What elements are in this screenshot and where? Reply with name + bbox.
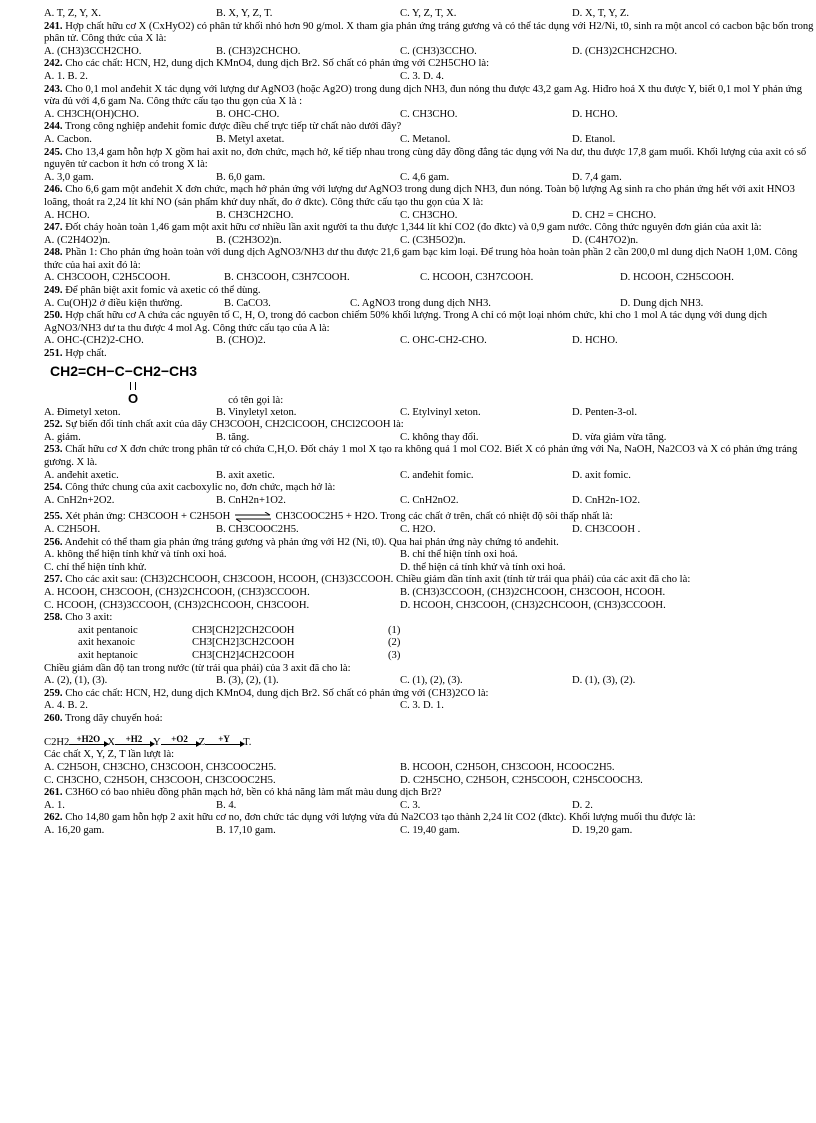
option-c: C. (1), (2), (3). (400, 675, 463, 687)
option-d: D. (1), (3), (2). (572, 675, 636, 687)
option-b: B. axit axetic. (216, 469, 275, 481)
question-stem: C3H6O có bao nhiêu đồng phân mạch hở, bền có khả năng làm mất màu dung dịch Br2? (65, 787, 442, 799)
option-c: C. H2O. (400, 523, 436, 535)
question-stem-continued: CH3COOC2H5 + H2O. Trong các chất ở trên, chất có nhiệt độ sôi thấp nhất là: (275, 511, 613, 523)
option-d: D. X, T, Y, Z. (572, 8, 629, 19)
option-c: C. 19,40 gam. (400, 825, 460, 837)
option-d: D. thể hiện cả tính khử và tính oxi hoá. (400, 561, 566, 573)
reaction-arrow-icon (161, 734, 199, 749)
option-a: A. (C2H4O2)n. (44, 234, 111, 246)
question-stem: Cho 3 axit: (65, 612, 113, 624)
option-c: C. CnH2nO2. (400, 494, 459, 506)
option-c: C. (CH3)3CCHO. (400, 45, 477, 57)
question-number: 255. (44, 511, 63, 523)
option-empty (572, 71, 816, 84)
option-a: A. CnH2n+2O2. (44, 494, 115, 506)
question-number: 243. (44, 83, 63, 95)
question-number: 252. (44, 419, 63, 431)
question-number: 250. (44, 310, 63, 322)
option-empty (216, 700, 400, 713)
option-c: C. OHC-CH2-CHO. (400, 335, 487, 347)
question-stem: Hợp chất. (65, 348, 107, 360)
question-number: 248. (44, 247, 63, 259)
acid-row (78, 637, 816, 650)
chain-y: Y (152, 736, 161, 748)
option-a: A. C2H5OH, CH3CHO, CH3COOH, CH3COOC2H5. (44, 762, 277, 774)
option-b: B. 17,10 gam. (216, 825, 276, 837)
option-c: C. CH3CHO. (400, 209, 458, 221)
option-d: D. C2H5CHO, C2H5OH, C2H5COOH, C2H5COOCH3. (400, 774, 643, 786)
question-247 (44, 222, 816, 247)
question-stem: Sự biến đổi tính chất axit của dãy CH3COOH, CH2ClCOOH, CHCl2COOH là: (65, 419, 404, 431)
option-a: A. 1. (44, 799, 65, 811)
option-b: B. HCOOH, C2H5OH, CH3COOH, HCOOC2H5. (400, 762, 615, 774)
option-a: A. OHC-(CH2)2-CHO. (44, 335, 144, 347)
question-248 (44, 247, 816, 285)
option-c: C. anđehit fomic. (400, 469, 474, 481)
option-b: B. X, Y, Z, T. (216, 8, 273, 19)
option-d: D. 19,20 gam. (572, 825, 633, 837)
structural-formula: CH2=CH−C−CH2−CH3 (50, 362, 198, 379)
question-250 (44, 310, 816, 348)
acid-row (78, 625, 816, 638)
question-260 (44, 713, 816, 787)
option-cd: C. 3. D. 1. (400, 700, 444, 712)
option-c: C. không thay đổi. (400, 431, 479, 443)
option-b: B. 4. (216, 799, 237, 811)
option-d: D. Etanol. (572, 133, 616, 145)
option-a: A. CH3CH(OH)CHO. (44, 108, 140, 120)
option-d: D. Penten-3-ol. (572, 406, 638, 418)
option-a: A. C2H5OH. (44, 523, 101, 535)
option-cd: C. 3. D. 4. (400, 70, 444, 82)
option-b: B. CH3COOH, C3H7COOH. (224, 272, 350, 284)
question-number: 254. (44, 482, 63, 494)
question-stem: Cho 6,6 gam một anđehit X đơn chức, mạch hở phản ứng với lượng dư AgNO3 trong dung dịch NH3, đun nóng. Toàn bộ lượng Ag sinh ra cho phản ứng hết với axit HNO3 loãng, thoát ra 2,24 lít khí NO (sản phẩm khử duy nhất, đo ở đktc). Công thức cấu tạo thu gọn của X là: (44, 184, 795, 208)
option-c: C. CH3CHO. (400, 108, 458, 120)
option-c: C. CH3CHO, C2H5OH, CH3COOH, CH3COOC2H5. (44, 774, 276, 786)
option-d: D. (CH3)2CHCH2CHO. (572, 45, 678, 57)
acid-formula: CH3[CH2]2CH2COOH (192, 624, 295, 636)
option-b: B. (3), (2), (1). (216, 675, 279, 687)
question-number: 257. (44, 574, 63, 586)
question-244 (44, 121, 816, 146)
question-continuation: có tên gọi là: (228, 394, 284, 406)
question-stem: Hợp chất hữu cơ X (CxHyO2) có phân tử khối nhỏ hơn 90 g/mol. X tham gia phản ứng tráng gương và có thể tác dụng với H2/Ni, t0, sinh ra một ancol có cacbon bậc bốn trong phân tử. Công thức của X là: (44, 20, 814, 45)
option-c: C. chỉ thể hiện tính khử. (44, 561, 147, 573)
question-stem: Để phân biệt axit fomic và axetic có thể dùng. (65, 285, 261, 297)
question-continuation: Các chất X, Y, Z, T lần lượt là: (44, 749, 175, 761)
question-stem: Công thức chung của axit cacboxylic no, đơn chức, mạch hở là: (65, 482, 336, 494)
option-b: B. Vinyletyl xeton. (216, 406, 297, 418)
option-d: D. CnH2n-1O2. (572, 494, 640, 506)
chain-x: X (107, 736, 115, 748)
option-empty (572, 700, 816, 713)
option-a: A. Cacbon. (44, 133, 92, 145)
option-a: A. anđehit axetic. (44, 469, 119, 481)
conversion-chain (44, 725, 816, 749)
question-253 (44, 444, 816, 482)
acid-index: (2) (388, 637, 401, 649)
question-number: 261. (44, 787, 63, 799)
chain-z: Z (198, 736, 206, 748)
question-stem: Đốt cháy hoàn toàn 1,46 gam một axit hữu cơ nhiều lần axit người ta thu được 1,344 lít khí CO2 (đo đktc) và 0,9 gam nước. Công thức nguyên đơn giản của axit là: (65, 222, 762, 234)
option-ab: A. 1. B. 2. (44, 70, 88, 82)
question-stem: Trong dãy chuyển hoá: (65, 712, 163, 724)
option-b: B. tăng. (216, 431, 250, 443)
q240-options (44, 8, 816, 21)
option-b: B. (C2H3O2)n. (216, 234, 282, 246)
option-b: B. CaCO3. (224, 297, 271, 309)
option-c: C. 4,6 gam. (400, 171, 450, 183)
acid-index: (1) (388, 624, 401, 636)
question-241 (44, 21, 816, 59)
option-empty (216, 71, 400, 84)
question-number: 244. (44, 121, 63, 133)
question-number: 256. (44, 536, 63, 548)
question-261 (44, 787, 816, 812)
acid-name: axit hexanoic (78, 637, 135, 649)
arrow-reagent: +H2O (76, 734, 101, 745)
arrow-reagent: +H2 (125, 734, 143, 745)
option-d: D. HCOOH, C2H5COOH. (620, 272, 734, 284)
option-d: D. HCOOH, CH3COOH, (CH3)2CHCOOH, (CH3)3CCOOH. (400, 599, 666, 611)
question-number: 262. (44, 812, 63, 824)
acid-formula: CH3[CH2]3CH2COOH (192, 637, 295, 649)
option-b: B. (CH3)3CCOOH, (CH3)2CHCOOH, CH3COOH, HCOOH. (400, 586, 666, 598)
question-242 (44, 58, 816, 83)
chain-start: C2H2 (44, 736, 70, 748)
question-stem: Phần 1: Cho phản ứng hoàn toàn với dung dịch AgNO3/NH3 dư thu được 21,6 gam bạc kim loại. Để trung hòa hoàn toàn phần 2 cần 200,0 ml dung dịch NaOH 1,0M. Công thức của hai axit đó là: (44, 247, 798, 271)
arrow-reagent: +O2 (171, 734, 188, 745)
question-number: 242. (44, 58, 63, 70)
option-ab: A. 4. B. 2. (44, 700, 88, 712)
question-number: 259. (44, 687, 63, 699)
option-a: A. HCHO. (44, 209, 90, 221)
reaction-arrow-icon (69, 734, 107, 749)
option-a: A. giảm. (44, 431, 81, 443)
question-number: 241. (44, 20, 63, 32)
acid-table (78, 625, 816, 663)
question-number: 249. (44, 285, 63, 297)
option-c: C. Etylvinyl xeton. (400, 406, 481, 418)
option-c: C. Metanol. (400, 133, 451, 145)
option-c: C. 3. (400, 799, 421, 811)
option-d: D. CH3COOH . (572, 523, 641, 535)
oxygen-atom: O (128, 390, 139, 406)
question-stem: Cho 14,80 gam hỗn hợp 2 axit hữu cơ no, đơn chức tác dụng với lượng vừa đủ Na2CO3 tạo thành 2,24 lít CO2 (đktc). Khối lượng muối thu được là: (65, 812, 696, 824)
question-243 (44, 84, 816, 122)
option-a: A. CH3COOH, C2H5COOH. (44, 272, 171, 284)
question-stem: Anđehit có thể tham gia phản ứng tráng gương và phản ứng với H2 (Ni, t0). Qua hai phản ứng này chứng tỏ anđehit. (64, 536, 559, 548)
question-number: 245. (44, 146, 63, 158)
option-d: D. axit fomic. (572, 469, 631, 481)
question-stem: Cho các axit sau: (CH3)2CHCOOH, CH3COOH, HCOOH, (CH3)3CCOOH. Chiều giảm dần tính axit (tính từ trái qua phải) của các axit đã cho là: (65, 574, 691, 586)
option-d: D. Dung dịch NH3. (620, 297, 704, 309)
reaction-arrow-icon (115, 734, 153, 749)
question-number: 247. (44, 222, 63, 234)
question-continuation: Chiều giảm dần độ tan trong nước (từ trái qua phải) của 3 axit đã cho là: (44, 662, 351, 674)
reaction-arrow-icon (205, 734, 243, 749)
question-stem: Trong công nghiệp anđehit fomic được điều chế trực tiếp từ chất nào dưới đây? (65, 121, 402, 133)
question-stem: Cho 13,4 gam hỗn hợp X gồm hai axit no, đơn chức, mạch hở, kế tiếp nhau trong cùng dãy đồng đẳng tác dụng với Na dư, thu được 17,8 gam muối. Khối lượng của axit có số nguyên tử cacbon ít hơn có trong X là: (44, 146, 807, 171)
option-d: D. (C4H7O2)n. (572, 234, 639, 246)
option-b: B. chỉ thể hiện tính oxi hoá. (400, 549, 518, 561)
question-252 (44, 419, 816, 444)
question-245 (44, 147, 816, 185)
option-a: A. (CH3)3CCH2CHO. (44, 45, 142, 57)
question-259 (44, 688, 816, 713)
equilibrium-arrow-icon (233, 512, 273, 522)
option-c: C. Y, Z, T, X. (400, 8, 457, 19)
option-b: B. CH3COOC2H5. (216, 523, 299, 535)
option-b: B. OHC-CHO. (216, 108, 280, 120)
acid-index: (3) (388, 649, 401, 661)
question-number: 253. (44, 444, 63, 456)
option-a: A. Cu(OH)2 ở điều kiện thường. (44, 297, 183, 309)
option-b: B. CH3CH2CHO. (216, 209, 294, 221)
question-stem: Chất hữu cơ X đơn chức trong phân tử có chứa C,H,O. Đốt cháy 1 mol X tạo ra không quá 1 mol CO2. Biết X có phản ứng với Na, NaOH, Na2CO3 và X có phản ứng tráng gương. X là. (44, 444, 798, 468)
option-d: D. 2. (572, 799, 593, 811)
question-257 (44, 574, 816, 612)
option-a: A. Đimetyl xeton. (44, 406, 121, 418)
question-number: 260. (44, 712, 63, 724)
option-c: C. AgNO3 trong dung dịch NH3. (350, 297, 491, 309)
question-stem: Xét phản ứng: CH3COOH + C2H5OH (65, 511, 231, 523)
option-b: B. Metyl axetat. (216, 133, 285, 145)
question-stem: Hợp chất hữu cơ A chứa các nguyên tố C, H, O, trong đó cacbon chiếm 50% khối lượng. Trong A chỉ có một loại nhóm chức, khi cho 1 mol A tác dụng với dung dịch AgNO3/NH3 dư ta thu được 4 mol Ag. Công thức cấu tạo của A là: (44, 310, 767, 334)
question-255 (44, 511, 816, 536)
option-a: A. 3,0 gam. (44, 171, 94, 183)
question-251 (44, 348, 816, 419)
question-246 (44, 184, 816, 222)
arrow-reagent: +Y (218, 734, 230, 745)
option-b: B. 6,0 gam. (216, 171, 266, 183)
option-c: C. HCOOH, (CH3)3CCOOH, (CH3)2CHCOOH, CH3COOH. (44, 599, 310, 611)
option-c: C. (C3H5O2)n. (400, 234, 466, 246)
question-256 (44, 537, 816, 575)
acid-name: axit pentanoic (78, 624, 138, 636)
question-stem: Cho các chất: HCN, H2, dung dịch KMnO4, dung dịch Br2. Số chất có phản ứng với (CH3)2CO là: (65, 687, 489, 699)
carbonyl-double-bond-icon (130, 382, 136, 390)
option-d: D. HCHO. (572, 108, 618, 120)
question-254 (44, 482, 816, 507)
question-262 (44, 812, 816, 837)
question-number: 246. (44, 184, 63, 196)
option-a: A. T, Z, Y, X. (44, 8, 101, 19)
option-a: A. HCOOH, CH3COOH, (CH3)2CHCOOH, (CH3)3CCOOH. (44, 586, 310, 598)
option-a: A. không thể hiện tính khử và tính oxi hoá. (44, 549, 227, 561)
option-b: B. (CH3)2CHCHO. (216, 45, 301, 57)
question-stem: Cho 0,1 mol anđehit X tác dụng với lượng dư AgNO3 (hoặc Ag2O) trong dung dịch NH3, đun nóng thu được 43,2 gam Ag. Hiđro hoá X thu được Y, biết 0,1 mol Y phản ứng vừa đủ với 4,6 gam Na. Công thức cấu tạo thu gọn của X là : (44, 83, 802, 108)
option-c: C. HCOOH, C3H7COOH. (420, 272, 534, 284)
option-d: D. CH2 = CHCHO. (572, 209, 656, 221)
option-d: D. vừa giảm vừa tăng. (572, 431, 667, 443)
option-d: D. HCHO. (572, 335, 618, 347)
question-number: 258. (44, 612, 63, 624)
question-249 (44, 285, 816, 310)
option-a: A. (2), (1), (3). (44, 675, 108, 687)
option-b: B. CnH2n+1O2. (216, 494, 286, 506)
option-a: A. 16,20 gam. (44, 825, 105, 837)
acid-formula: CH3[CH2]4CH2COOH (192, 649, 295, 661)
question-stem: Cho các chất: HCN, H2, dung dịch KMnO4, dung dịch Br2. Số chất có phản ứng với C2H5CHO là: (65, 58, 490, 70)
acid-row (78, 650, 816, 663)
acid-name: axit heptanoic (78, 649, 138, 661)
question-258 (44, 612, 816, 688)
option-b: B. (CHO)2. (216, 335, 266, 347)
question-number: 251. (44, 348, 63, 360)
chain-t: T. (243, 736, 252, 748)
option-d: D. 7,4 gam. (572, 171, 622, 183)
